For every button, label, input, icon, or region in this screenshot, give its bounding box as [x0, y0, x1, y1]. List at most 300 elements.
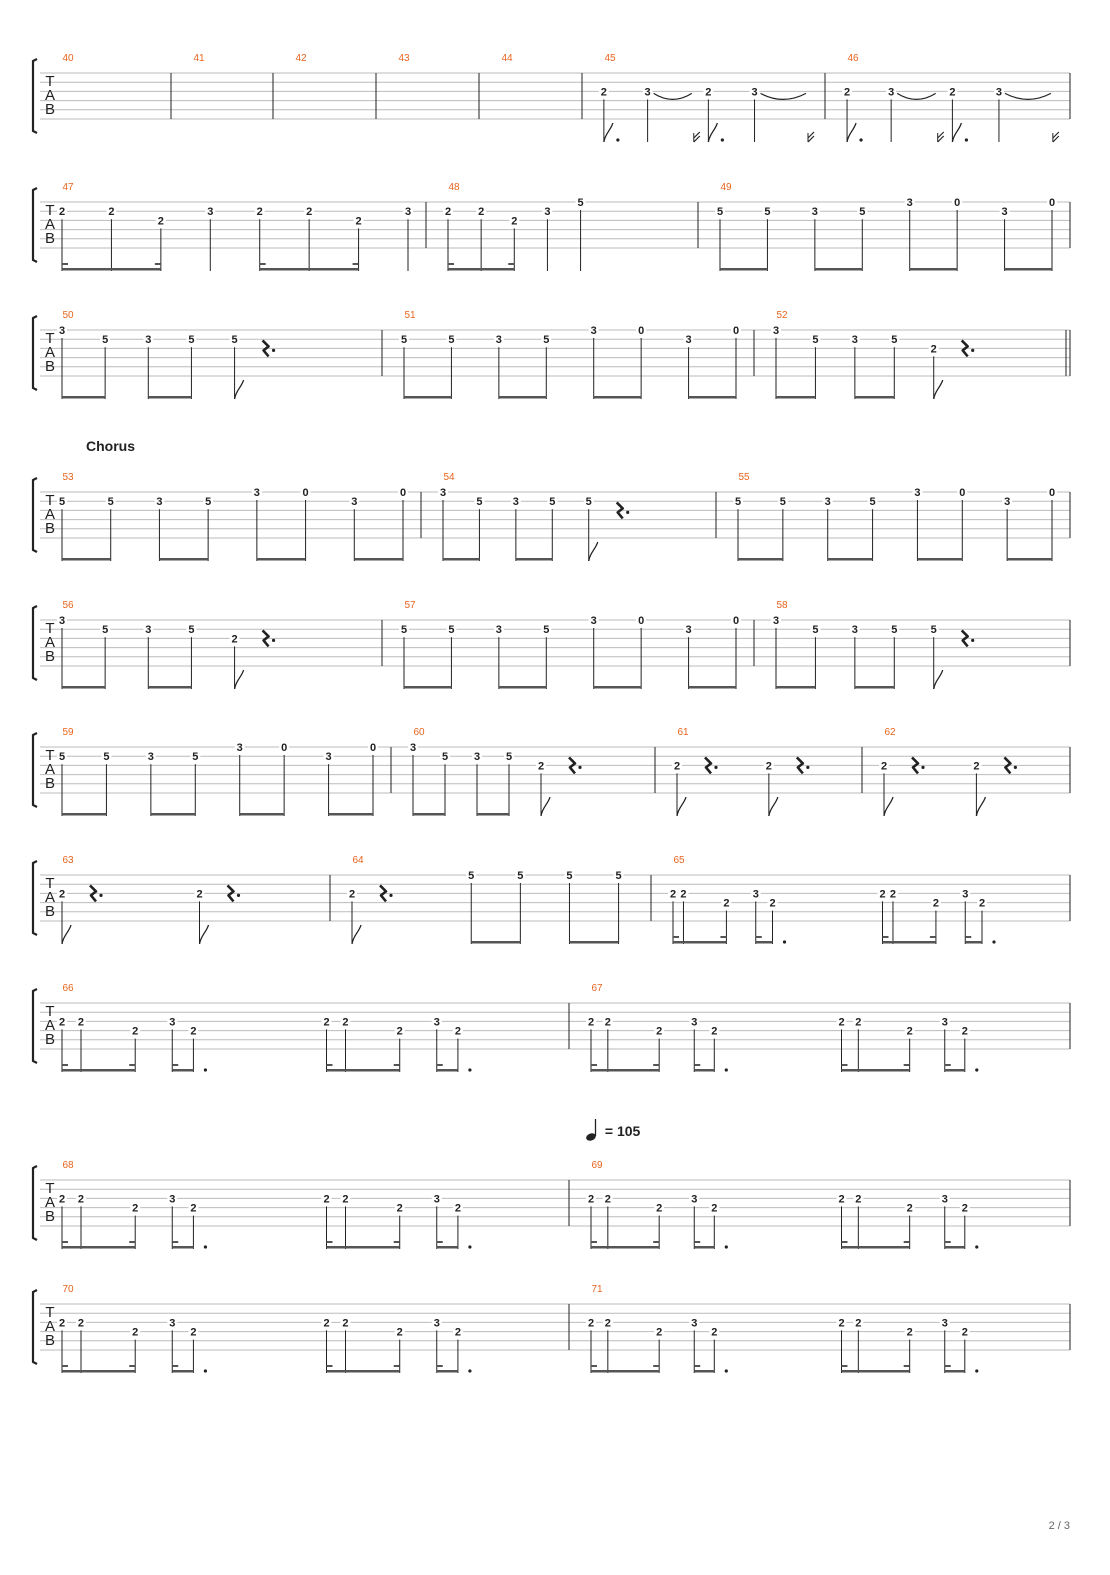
fret-number: 3: [941, 1193, 948, 1206]
fret-number: 2: [58, 1317, 66, 1330]
duration-dot: [714, 766, 717, 769]
beam: [720, 268, 767, 271]
beam: [653, 1365, 659, 1367]
fret-number: 5: [448, 334, 455, 347]
beam: [930, 936, 936, 938]
fret-number: 2: [855, 1317, 862, 1330]
beam: [240, 813, 284, 816]
fret-number: 2: [711, 1202, 718, 1215]
fret-number: 2: [711, 1025, 718, 1038]
fret-number: 3: [169, 1016, 176, 1029]
fret-number: 2: [906, 1025, 913, 1038]
fret-number: 3: [253, 487, 260, 499]
beam: [815, 268, 862, 271]
fret-number: 2: [838, 1193, 845, 1206]
fret-number: 2: [58, 1193, 66, 1206]
fret-number: 5: [58, 751, 66, 764]
beam: [404, 396, 451, 399]
duration-dot: [204, 1245, 207, 1248]
fret-number: 2: [77, 1016, 85, 1029]
fret-number: 5: [577, 197, 584, 209]
fret-number: 3: [512, 496, 519, 509]
duration-dot: [237, 894, 240, 897]
fret-number: 3: [433, 1016, 440, 1029]
measure-number: 49: [720, 182, 732, 193]
beam: [828, 558, 873, 561]
duration-dot: [626, 511, 629, 514]
fret-number: 3: [590, 325, 597, 337]
fret-number: 3: [156, 496, 163, 509]
fret-number: 2: [157, 215, 164, 228]
fret-number: 5: [859, 206, 866, 219]
beam: [437, 1246, 458, 1249]
beam: [694, 1365, 700, 1367]
fret-number: 3: [145, 334, 152, 347]
fret-number: 3: [169, 1317, 176, 1330]
beam: [354, 558, 403, 561]
tab-clef-letter: B: [44, 903, 56, 920]
tab-clef-letter: T: [45, 747, 55, 764]
fret-number: 2: [961, 1202, 968, 1215]
fret-number: 2: [132, 1202, 139, 1215]
fret-number: 0: [732, 615, 740, 627]
beam: [673, 936, 679, 938]
fret-number: 3: [941, 1317, 948, 1330]
measure-number: 42: [295, 53, 307, 64]
beam: [129, 1365, 135, 1367]
beam: [394, 1241, 400, 1243]
measure-number: 60: [413, 727, 425, 738]
note-flag: [769, 797, 778, 816]
tab-clef-letter: T: [45, 202, 55, 219]
fret-number: 3: [941, 1016, 948, 1029]
beam: [155, 263, 161, 265]
tab-clef-letter: A: [44, 216, 56, 233]
beam: [62, 813, 106, 816]
tab-clef-letter: A: [44, 87, 56, 104]
fret-number: 3: [433, 1193, 440, 1206]
duration-dot: [468, 1369, 471, 1372]
duration-dot: [1014, 766, 1017, 769]
fret-number: 2: [132, 1025, 139, 1038]
beam: [508, 263, 514, 265]
fret-number: 2: [711, 1326, 718, 1339]
tab-clef-letter: B: [44, 520, 56, 537]
beam: [842, 1365, 848, 1367]
beam: [591, 1241, 597, 1243]
fret-number: 5: [716, 206, 724, 219]
system-bracket: [33, 861, 37, 935]
tab-clef-letter: B: [44, 648, 56, 665]
beam: [471, 941, 520, 944]
measure-number: 47: [62, 182, 74, 193]
beam: [694, 1246, 714, 1249]
fret-number: 3: [404, 206, 412, 219]
tab-clef-letter: T: [45, 1304, 55, 1321]
fret-number: 3: [691, 1016, 698, 1029]
fret-number: 5: [734, 496, 742, 509]
measure-number: 54: [443, 472, 455, 483]
duration-dot: [806, 766, 809, 769]
fret-number: 0: [281, 742, 288, 754]
tab-clef-letter: A: [44, 889, 56, 906]
fret-number: 2: [323, 1193, 330, 1206]
fret-number: 2: [673, 760, 681, 773]
beam: [437, 1069, 458, 1072]
tab-clef-letter: A: [44, 1194, 56, 1211]
tie-curve: [654, 93, 692, 99]
beam: [756, 936, 762, 938]
fret-number: 2: [705, 86, 712, 99]
fret-number: 5: [543, 334, 550, 347]
beam: [883, 936, 889, 938]
note-flag: [235, 670, 244, 689]
note-flag: [589, 542, 598, 561]
beam: [437, 1370, 458, 1373]
fret-number: 5: [891, 334, 898, 347]
measure-number: 48: [448, 182, 460, 193]
measure-number: 70: [62, 1284, 74, 1295]
beam: [917, 558, 962, 561]
fret-number: 2: [604, 1317, 611, 1330]
beam: [327, 1241, 333, 1243]
fret-number: 2: [190, 1025, 197, 1038]
measure-number: 63: [62, 855, 74, 866]
beam: [394, 1365, 400, 1367]
measure-number: 50: [62, 310, 74, 321]
fret-number: 2: [930, 343, 937, 356]
fret-number: 3: [888, 86, 895, 99]
note-flag: [708, 123, 717, 142]
beam: [327, 1069, 400, 1072]
fret-number: 2: [587, 1317, 595, 1330]
duration-dot: [965, 138, 968, 141]
beam: [591, 1365, 597, 1367]
fret-number: 5: [615, 870, 622, 882]
measure-number: 71: [591, 1284, 603, 1295]
duration-dot: [272, 639, 275, 642]
beam: [327, 1370, 400, 1373]
beam: [62, 1241, 68, 1243]
fret-number: 2: [932, 897, 939, 910]
fret-number: 3: [147, 751, 154, 764]
beam: [148, 686, 191, 689]
beam: [62, 1246, 135, 1249]
beam: [776, 686, 815, 689]
fret-number: 2: [587, 1193, 595, 1206]
beam: [720, 936, 726, 938]
fret-number: 3: [58, 615, 66, 627]
fret-number: 5: [107, 496, 114, 509]
beam: [62, 396, 105, 399]
fret-number: 3: [207, 206, 214, 219]
fret-number: 3: [495, 334, 502, 347]
beam: [437, 1241, 443, 1243]
system-bracket: [33, 188, 37, 262]
fret-number: 3: [914, 487, 921, 499]
fret-number: 5: [566, 870, 573, 882]
fret-number: 0: [954, 197, 961, 209]
note-flag: [541, 797, 550, 816]
fret-number: 3: [495, 624, 502, 637]
tab-clef-letter: T: [45, 73, 55, 90]
fret-number: 0: [302, 487, 309, 499]
beam: [172, 1246, 193, 1249]
fret-number: 2: [973, 760, 980, 773]
fret-number: 3: [691, 1193, 698, 1206]
fret-number: 2: [77, 1193, 85, 1206]
beam: [945, 1064, 951, 1066]
fret-number: 2: [342, 1016, 349, 1029]
beam: [413, 813, 445, 816]
fret-number: 2: [587, 1016, 595, 1029]
fret-number: 2: [604, 1193, 611, 1206]
note-flag: [62, 925, 71, 944]
beam: [327, 1365, 333, 1367]
note-flag: [884, 797, 893, 816]
beam: [443, 558, 479, 561]
fret-number: 2: [256, 206, 263, 219]
note-flag: [952, 123, 961, 142]
fret-number: 2: [855, 1016, 862, 1029]
fret-number: 5: [192, 751, 199, 764]
measure-number: 66: [62, 983, 74, 994]
fret-number: 5: [812, 334, 819, 347]
measure-number: 69: [591, 1160, 603, 1171]
measure-number: 65: [673, 855, 685, 866]
fret-number: 3: [58, 325, 66, 337]
fret-number: 2: [906, 1202, 913, 1215]
duration-dot: [921, 766, 924, 769]
fret-number: 3: [544, 206, 551, 219]
measure-number: 58: [776, 600, 788, 611]
fret-number: 2: [342, 1193, 349, 1206]
beam: [327, 1246, 400, 1249]
beam: [842, 1064, 848, 1066]
fret-number: 3: [995, 86, 1003, 99]
beam: [591, 1064, 597, 1066]
fret-number: 0: [369, 742, 377, 754]
fret-number: 5: [102, 624, 109, 637]
fret-number: 5: [585, 496, 592, 509]
tab-clef-letter: B: [44, 358, 56, 375]
fret-number: 2: [769, 897, 776, 910]
beam: [855, 686, 894, 689]
fret-number: 0: [638, 615, 645, 627]
measure-number: 59: [62, 727, 74, 738]
fret-number: 5: [441, 751, 449, 764]
beam: [448, 263, 454, 265]
beam: [1005, 268, 1052, 271]
fret-number: 2: [323, 1016, 330, 1029]
beam: [594, 396, 641, 399]
beam: [694, 1064, 700, 1066]
duration-dot: [468, 1068, 471, 1071]
fret-number: 0: [399, 487, 407, 499]
duration-dot: [725, 1245, 728, 1248]
fret-number: 3: [439, 487, 447, 499]
beam: [591, 1246, 659, 1249]
beam: [62, 1064, 68, 1066]
fret-number: 2: [765, 760, 772, 773]
beam: [945, 1069, 965, 1072]
fret-number: 5: [869, 496, 876, 509]
fret-number: 5: [231, 334, 238, 347]
duration-dot: [783, 940, 786, 943]
beam: [62, 1069, 135, 1072]
fret-number: 2: [604, 1016, 611, 1029]
fret-number: 5: [103, 751, 110, 764]
tempo-value: = 105: [604, 1123, 641, 1139]
fret-number: 3: [685, 624, 692, 637]
fret-number: 2: [396, 1326, 403, 1339]
fret-number: 2: [58, 1016, 66, 1029]
duration-dot: [975, 1245, 978, 1248]
fret-number: 3: [145, 624, 152, 637]
beam: [62, 686, 105, 689]
note-flag: [604, 123, 613, 142]
fret-number: 2: [58, 206, 66, 219]
duration-dot: [725, 1068, 728, 1071]
tab-clef-letter: B: [44, 101, 56, 118]
beam: [437, 1365, 443, 1367]
beam: [172, 1365, 178, 1367]
fret-number: 3: [169, 1193, 176, 1206]
beam: [591, 1069, 659, 1072]
beam: [1007, 558, 1052, 561]
measure-number: 52: [776, 310, 788, 321]
beam: [904, 1241, 910, 1243]
fret-number: 0: [1048, 197, 1056, 209]
measure-number: 57: [404, 600, 416, 611]
beam: [653, 1064, 659, 1066]
fret-number: 0: [1048, 487, 1056, 499]
beam: [756, 941, 773, 944]
tab-clef-letter: A: [44, 344, 56, 361]
fret-number: 3: [473, 751, 481, 764]
duration-dot: [468, 1245, 471, 1248]
duration-dot: [975, 1068, 978, 1071]
system-bracket: [33, 606, 37, 680]
note-flag: [934, 670, 943, 689]
beam: [327, 1064, 333, 1066]
beam: [594, 686, 641, 689]
fret-number: 3: [824, 496, 831, 509]
fret-number: 2: [58, 888, 66, 901]
fret-number: 3: [325, 751, 332, 764]
measure-number: 43: [398, 53, 410, 64]
beam: [62, 1365, 68, 1367]
fret-number: 2: [879, 888, 886, 901]
fret-number: 3: [1004, 496, 1011, 509]
beam: [738, 558, 783, 561]
beam: [159, 558, 208, 561]
beam: [129, 1241, 135, 1243]
fret-number: 2: [77, 1317, 85, 1330]
beam: [62, 1370, 135, 1373]
duration-dot: [389, 894, 392, 897]
note-flag: [976, 797, 985, 816]
beam: [329, 813, 373, 816]
page-number: 2 / 3: [1048, 1520, 1070, 1532]
fret-number: 3: [1001, 206, 1008, 219]
beam: [499, 686, 546, 689]
duration-dot: [992, 940, 995, 943]
fret-number: 2: [889, 888, 897, 901]
beam: [965, 941, 982, 944]
beam: [653, 1241, 659, 1243]
fret-number: 2: [454, 1202, 461, 1215]
tab-clef-letter: A: [44, 634, 56, 651]
fret-number: 5: [205, 496, 212, 509]
fret-number: 2: [855, 1193, 862, 1206]
beam: [477, 813, 509, 816]
beam: [694, 1069, 714, 1072]
fret-number: 3: [351, 496, 358, 509]
fret-number: 2: [132, 1326, 139, 1339]
beam: [855, 396, 894, 399]
fret-number: 3: [906, 197, 913, 209]
fret-number: 2: [978, 897, 986, 910]
note-flag: [934, 380, 943, 399]
system-bracket: [33, 478, 37, 552]
fret-number: 2: [190, 1202, 197, 1215]
duration-dot: [204, 1369, 207, 1372]
note-flag: [200, 925, 209, 944]
beam: [260, 263, 266, 265]
note-flag: [235, 380, 244, 399]
beam: [172, 1069, 193, 1072]
tab-clef-letter: B: [44, 1208, 56, 1225]
beam: [842, 1370, 910, 1373]
beam: [172, 1370, 193, 1373]
beam: [394, 1064, 400, 1066]
fret-number: 3: [590, 615, 597, 627]
beam: [842, 1246, 910, 1249]
beam: [569, 941, 618, 944]
system-bracket: [33, 59, 37, 133]
beam: [910, 268, 957, 271]
fret-number: 5: [930, 624, 937, 637]
fret-number: 5: [400, 334, 408, 347]
fret-number: 2: [444, 206, 452, 219]
system-bracket: [33, 1290, 37, 1364]
measure-number: 68: [62, 1160, 74, 1171]
duration-dot: [272, 349, 275, 352]
fret-number: 0: [732, 325, 740, 337]
beam: [257, 558, 306, 561]
fret-number: 2: [537, 760, 545, 773]
beam: [148, 396, 191, 399]
beam: [172, 1064, 178, 1066]
beam: [694, 1370, 714, 1373]
beam: [260, 268, 359, 271]
duration-dot: [204, 1068, 207, 1071]
beam: [62, 558, 111, 561]
fret-number: 2: [478, 206, 485, 219]
fret-number: 2: [600, 86, 607, 99]
fret-number: 3: [772, 325, 780, 337]
duration-dot: [975, 1369, 978, 1372]
fret-number: 2: [396, 1202, 403, 1215]
beam: [172, 1241, 178, 1243]
fret-number: 2: [906, 1326, 913, 1339]
beam: [883, 941, 936, 944]
fret-number: 5: [102, 334, 109, 347]
fret-number: 3: [851, 334, 858, 347]
fret-number: 2: [656, 1202, 663, 1215]
tab-clef-letter: T: [45, 492, 55, 509]
